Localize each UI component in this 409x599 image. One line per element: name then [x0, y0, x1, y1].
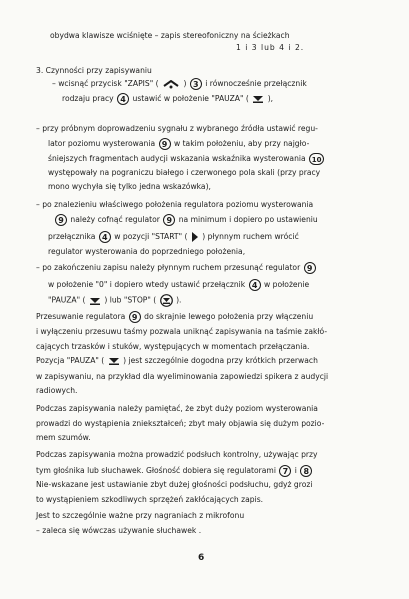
play-icon: [191, 232, 199, 242]
text-line: [36, 356, 318, 366]
text-line: występowały na pograniczu białego i czerwonego pola skali (przy pracy: [48, 168, 321, 177]
text-span: w pozycji "START" (: [114, 232, 188, 241]
text-span: i: [294, 466, 297, 475]
ref-circle-8: 8: [300, 465, 312, 477]
text-line: [62, 93, 273, 105]
text-span: przełącznika: [48, 232, 96, 241]
text-line: [48, 138, 309, 150]
text-line: [52, 78, 307, 90]
text-span: ) płynnym ruchem wrócić: [202, 232, 299, 241]
text-span: i równocześnie przełącznik: [205, 79, 307, 88]
ref-circle-9: 9: [304, 262, 316, 274]
text-line: – po znalezieniu właściwego położenia regulatora poziomu wysterowania: [36, 200, 314, 209]
text-span: w takim położeniu, aby przy najgło-: [173, 139, 310, 148]
record-icon: [162, 80, 180, 89]
text-span: Pozycja "PAUZA" (: [36, 356, 105, 365]
ref-circle-9: 9: [163, 214, 175, 226]
text-span: do skrajnie lewego położenia przy włączeniu: [144, 312, 314, 321]
text-line: – przy próbnym doprowadzeniu sygnału z wybranego źródła ustawić regu-: [36, 124, 318, 133]
text-span: Przesuwanie regulatora: [36, 312, 126, 321]
ref-circle-9: 9: [159, 138, 171, 150]
ref-circle-3: 3: [190, 78, 202, 90]
text-line: mem szumów.: [36, 433, 91, 442]
text-line: to wystąpieniem szkodliwych sprzężeń zakłócających zapis.: [36, 495, 264, 504]
text-span: w położenie "0" i dopiero wtedy ustawić przełącznik: [48, 280, 246, 289]
text-span: ): [183, 79, 187, 88]
text-span: ) jest szczególnie dogodna przy krótkich przerwach: [123, 356, 318, 365]
ref-circle-4: 4: [99, 231, 111, 243]
text-line: 1 i 3 lub 4 i 2.: [236, 43, 305, 52]
text-line: [48, 231, 299, 243]
text-line: [48, 294, 181, 307]
text-line: [48, 153, 325, 165]
text-line: regulator wysterowania do poprzedniego położenia,: [48, 247, 246, 256]
text-line: Podczas zapisywania należy pamiętać, że zbyt duży poziom wysterowania: [36, 404, 318, 413]
text-span: należy cofnąć regulator: [70, 215, 160, 224]
text-line: [48, 279, 309, 291]
text-line: i wyłączeniu przesuwu taśmy pozwala uniknąć zapisywania na taśmie zakłó-: [36, 327, 328, 336]
text-span: śniejszych fragmentach audycji wskazania wskaźnika wysterowania: [48, 154, 306, 163]
text-span: – po zakończeniu zapisu należy płynnym ruchem przesunąć regulator: [36, 263, 301, 272]
ref-circle-9: 9: [129, 311, 141, 323]
ref-circle-4: 4: [117, 93, 129, 105]
text-span: "PAUZA" (: [48, 295, 86, 305]
text-span: na minimum i dopiero po ustawieniu: [178, 215, 318, 224]
text-line: mono wychyła się tylko jedna wskazówka),: [48, 182, 211, 191]
pause-icon: [89, 297, 101, 305]
ref-circle-4: 4: [249, 279, 261, 291]
text-span: ),: [267, 94, 274, 103]
pause-icon: [108, 357, 120, 365]
text-span: ustawić w położenie "PAUZA" (: [132, 94, 249, 103]
text-line: – zaleca się wówczas używanie słuchawek .: [36, 526, 202, 535]
text-line: radiowych.: [36, 386, 78, 395]
ref-circle-10: 10: [309, 153, 324, 165]
text-span: rodzaju pracy: [62, 94, 114, 103]
text-line: [36, 262, 317, 274]
text-span: tym głośnika lub słuchawek. Głośność dobiera się regulatorami: [36, 466, 276, 475]
page-number: 6: [198, 553, 205, 563]
text-line: Nie-wskazane jest ustawianie zbyt dużej głośności podsłuchu, gdyż grozi: [36, 480, 313, 489]
text-line: cających trzasków i stuków, występujących w momentach przełączania.: [36, 342, 310, 351]
ref-circle-7: 7: [279, 465, 291, 477]
text-line: obydwa klawisze wciśnięte – zapis stereofoniczny na ścieżkach: [50, 31, 290, 40]
text-span: ) lub "STOP" (: [104, 295, 157, 305]
text-line: Jest to szczególnie ważne przy nagraniach z mikrofonu: [36, 511, 245, 520]
text-span: lator poziomu wysterowania: [48, 139, 156, 148]
text-line: [36, 465, 313, 477]
text-line: [36, 311, 313, 323]
ref-circle-9: 9: [55, 214, 67, 226]
pause-icon: [252, 95, 264, 103]
text-span: ).: [176, 295, 182, 305]
text-line: [54, 214, 318, 226]
text-line: prowadzi do wystąpienia zniekształceń; zbyt mały objawia się dużym pozio-: [36, 419, 325, 428]
text-line: Podczas zapisywania można prowadzić podsłuch kontrolny, używając przy: [36, 450, 318, 459]
stop-icon: [160, 294, 173, 307]
section-heading: 3. Czynności przy zapisywaniu: [36, 66, 152, 75]
text-span: – wcisnąć przycisk "ZAPIS" (: [52, 79, 159, 88]
text-line: w zapisywaniu, na przykład dla wyeliminowania zapowiedzi spikera z audycji: [36, 372, 329, 381]
text-span: w położenie: [264, 280, 310, 289]
